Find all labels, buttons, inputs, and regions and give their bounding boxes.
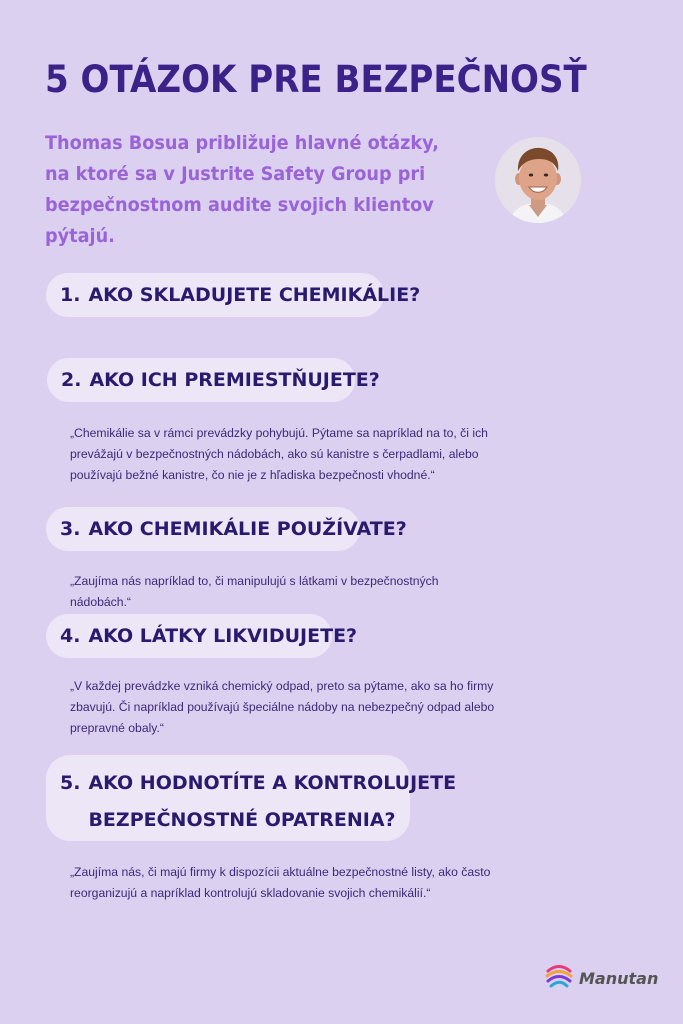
question-number: 1. (60, 284, 81, 306)
question-5 (46, 755, 457, 841)
question-text-line-2: BEZPEČNOSTNÉ OPATRENIA? (88, 809, 396, 831)
question-2 (47, 358, 380, 402)
question-4 (46, 614, 358, 658)
answer-quote-3: „Zaujíma nás napríklad to, či manipulujú s látkami v bezpečnostných nádobách.“ (70, 574, 439, 609)
manutan-logo-icon (545, 963, 573, 994)
question-text: AKO CHEMIKÁLIE POUŽÍVATE? (88, 518, 407, 540)
question-number: 5. (60, 772, 81, 794)
question-text: AKO ICH PREMIESTŇUJETE? (89, 369, 380, 391)
logo-text: Manutan (579, 969, 659, 988)
question-1 (46, 273, 421, 317)
question-number: 3. (60, 518, 81, 540)
answer-quote-4: „V každej prevádzke vzniká chemický odpad, preto sa pýtame, ako sa ho firmy zbavujú. Či napríklad používajú špeciálne nádoby na nebezpečný odpad alebo prepravné obaly.“ (70, 679, 495, 735)
avatar (495, 137, 581, 223)
question-text: AKO LÁTKY LIKVIDUJETE? (88, 625, 358, 647)
question-text: AKO SKLADUJETE CHEMIKÁLIE? (88, 284, 421, 306)
page-title: 5 OTÁZOK PRE BEZPEČNOSŤ (45, 58, 587, 101)
question-number: 2. (61, 369, 82, 391)
question-text-line-1: AKO HODNOTÍTE A KONTROLUJETE (88, 772, 457, 794)
intro-text: Thomas Bosua približuje hlavné otázky, na ktoré sa v Justrite Safety Group pri bezpečnostnom audite svojich klientov pýtajú. (45, 132, 440, 247)
answer-quote-5: „Zaujíma nás, či majú firmy k dispozícii aktuálne bezpečnostné listy, ako často reorganizujú a napríklad kontrolujú skladovanie svojich chemikálií.“ (70, 865, 491, 900)
manutan-logo (545, 963, 658, 994)
question-number: 4. (60, 625, 81, 647)
question-3 (46, 507, 407, 551)
answer-quote-2: „Chemikálie sa v rámci prevádzky pohybujú. Pýtame sa napríklad na to, či ich prevážajú v bezpečnostných nádobách, ako sú kanistre s čerpadlami, alebo používajú bežné kanistre, čo nie je z hľadiska bezpečnosti vhodné.“ (70, 426, 488, 482)
